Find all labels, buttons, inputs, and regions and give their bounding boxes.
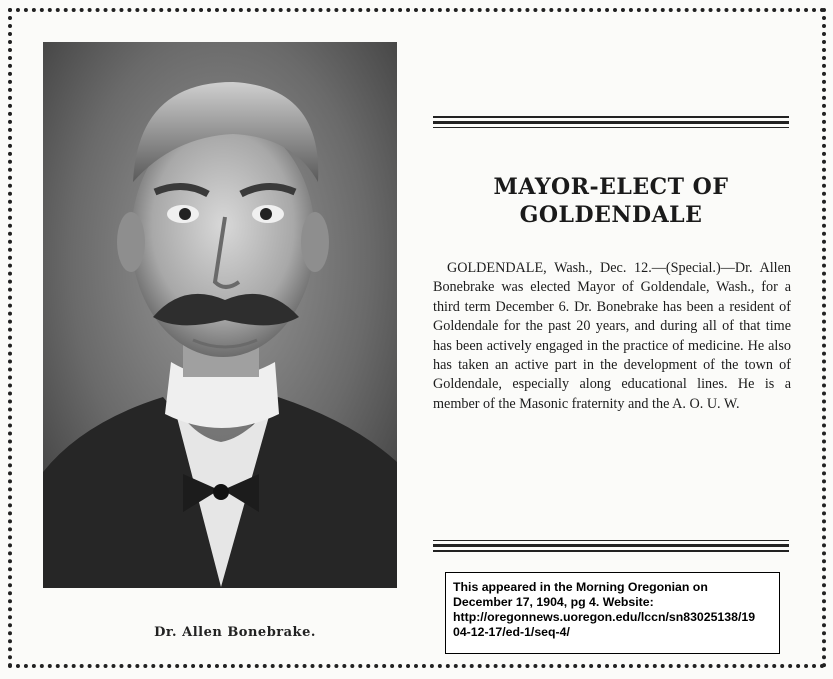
headline bbox=[433, 173, 789, 229]
article-body: GOLDENDALE, Wash., Dec. 12.—(Special.)—Dr. Allen Bonebrake was elected Mayor of Goldendale, Wash., for a third term December 6. Dr. Bonebrake has been a resident of Goldendale for the past 20 years, and during all of that time has been actively engaged in the practice of medicine. He also has taken an active part in the development of the town of Goldendale, especially along educational lines. He is a member of the Masonic fraternity and the A. O. U. W. bbox=[433, 260, 791, 412]
source-note-line-4: 04-12-17/ed-1/seq-4/ bbox=[453, 625, 570, 639]
source-note-line-2: December 17, 1904, pg 4. Website: bbox=[453, 595, 654, 609]
headline-line-2: GOLDENDALE bbox=[519, 202, 703, 228]
portrait-photo bbox=[43, 42, 397, 588]
source-note bbox=[445, 572, 780, 654]
portrait-caption: Dr. Allen Bonebrake. bbox=[154, 625, 316, 640]
rule-bottom bbox=[433, 540, 789, 555]
source-note-line-3: http://oregonnews.uoregon.edu/lccn/sn83025138/19 bbox=[453, 610, 756, 624]
dotted-border-top bbox=[8, 8, 825, 12]
dotted-border-left bbox=[8, 8, 12, 668]
rule-top bbox=[433, 116, 789, 128]
headline-line-1: MAYOR-ELECT OF bbox=[493, 174, 729, 200]
dotted-border-right bbox=[822, 8, 826, 668]
dotted-border-bottom bbox=[8, 664, 825, 668]
source-note-line-1: This appeared in the Morning Oregonian on bbox=[453, 580, 708, 594]
